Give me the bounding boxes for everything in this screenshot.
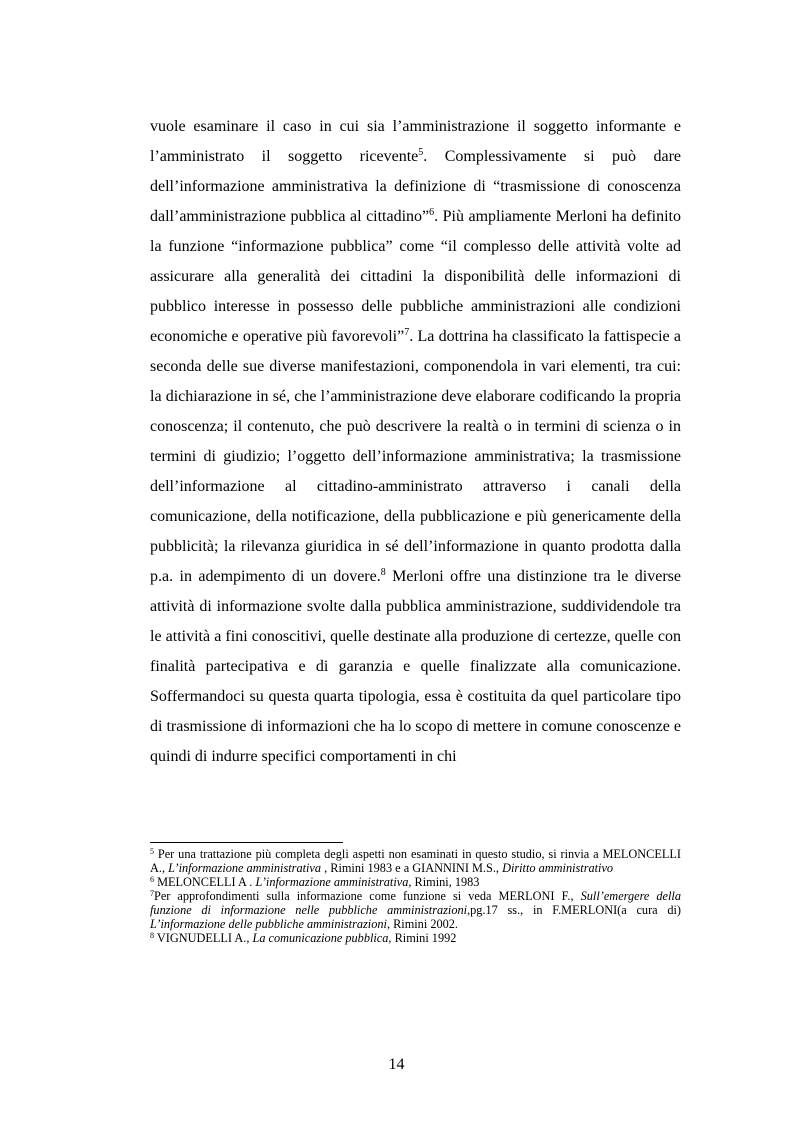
footnote-title: La comunicazione pubblica [252, 931, 389, 945]
footnote-number: 7 [150, 889, 154, 898]
footnote-text: , Rimini 1983 e a GIANNINI M.S., [321, 861, 503, 875]
footnote-ref-8[interactable]: 8 [380, 567, 386, 578]
footnote-number: 5 [150, 847, 154, 856]
footnote-text: ,pg.17 ss., in F.MERLONI(a cura di) [467, 903, 681, 917]
body-text-segment: vuole esaminare il caso in cui sia l’amministrazione il soggetto informante e l’amministrato il soggetto ricevente [150, 118, 681, 165]
footnote-8 [150, 931, 681, 945]
footnote-title: Sull’emergere della funzione di informazione nelle pubbliche amministrazioni [150, 889, 681, 917]
footnote-number: 8 [150, 931, 154, 940]
footnote-text: MELONCELLI A . [154, 875, 256, 889]
footnote-text: , Rimini 2002. [386, 917, 458, 931]
footnote-text: , Rimini, 1983 [408, 875, 480, 889]
body-text-segment: Merloni offre una distinzione tra le diverse attività di informazione svolte dalla pubblica amministrazione, suddividendole tra le attività a fini conoscitivi, quelle destinate alla produzione di certezze, quelle con finalità partecipativa e di garanzia e quelle finalizzate alla comunicazione. Soffermandoci su questa quarta tipologia, essa è costituita da quel particolare tipo di trasmissione di informazioni che ha lo scopo di mettere in comune conoscenze e quindi di indurre specifici comportamenti in chi [150, 568, 682, 765]
footnotes [150, 847, 681, 945]
body-text-segment: . La dottrina ha classificato la fattispecie a seconda delle sue diverse manifestazioni, componendola in vari elementi, tra cui: la dichiarazione in sé, che l’amministrazione deve elaborare codificando la propria conoscenza; il contenuto, che può descrivere la realtà o in termini di scienza o in termini di giudizio; l’oggetto dell’informazione amministrativa; la trasmissione dell’informazione al cittadino-amministrato attraverso i canali della comunicazione, della notificazione, della pubblicazione e più genericamente della pubblicità; la rilevanza giuridica in sé dell’informazione in quanto prodotta dalla p.a. in adempimento di un dovere. [150, 328, 682, 585]
footnote-7 [150, 889, 681, 931]
footnote-number: 6 [150, 875, 154, 884]
page-number: 14 [388, 1056, 405, 1073]
footnote-separator [150, 842, 343, 843]
body-text-segment: . Complessivamente si può dare dell’informazione amministrativa la definizione di “trasmissione di conoscenza dall’amministrazione pubblica al cittadino” [150, 148, 681, 225]
footnote-text: Per approfondimenti sulla informazione come funzione si veda MERLONI F., [154, 889, 581, 903]
footnote-title: L’informazione amministrativa [255, 875, 409, 889]
footnote-text: Per una trattazione più completa degli aspetti non esaminati in questo studio, si rinvia a MELONCELLI A., [150, 847, 681, 875]
footnote-6 [150, 875, 681, 889]
footnote-ref-5[interactable]: 5 [418, 147, 424, 158]
body-text-segment: . Più ampliamente Merloni ha definito la funzione “informazione pubblica” come “il complesso delle attività volte ad assicurare alla generalità dei cittadini la disponibilità delle informazioni di pubblico interesse in possesso delle pubbliche amministrazioni alle condizioni economiche e operative più favorevoli” [150, 208, 681, 345]
footnote-5 [150, 847, 681, 875]
footnote-text: , Rimini 1992 [388, 931, 457, 945]
footnote-title: L’informazione delle pubbliche amministrazioni [150, 917, 387, 931]
footnote-title: Diritto amministrativo [502, 861, 614, 875]
footnote-title: L’informazione amministrativa [168, 861, 322, 875]
footnote-ref-7[interactable]: 7 [404, 327, 410, 338]
body-paragraph [150, 112, 681, 772]
footnote-ref-6[interactable]: 6 [429, 207, 435, 218]
footnote-text: VIGNUDELLI A., [154, 931, 253, 945]
